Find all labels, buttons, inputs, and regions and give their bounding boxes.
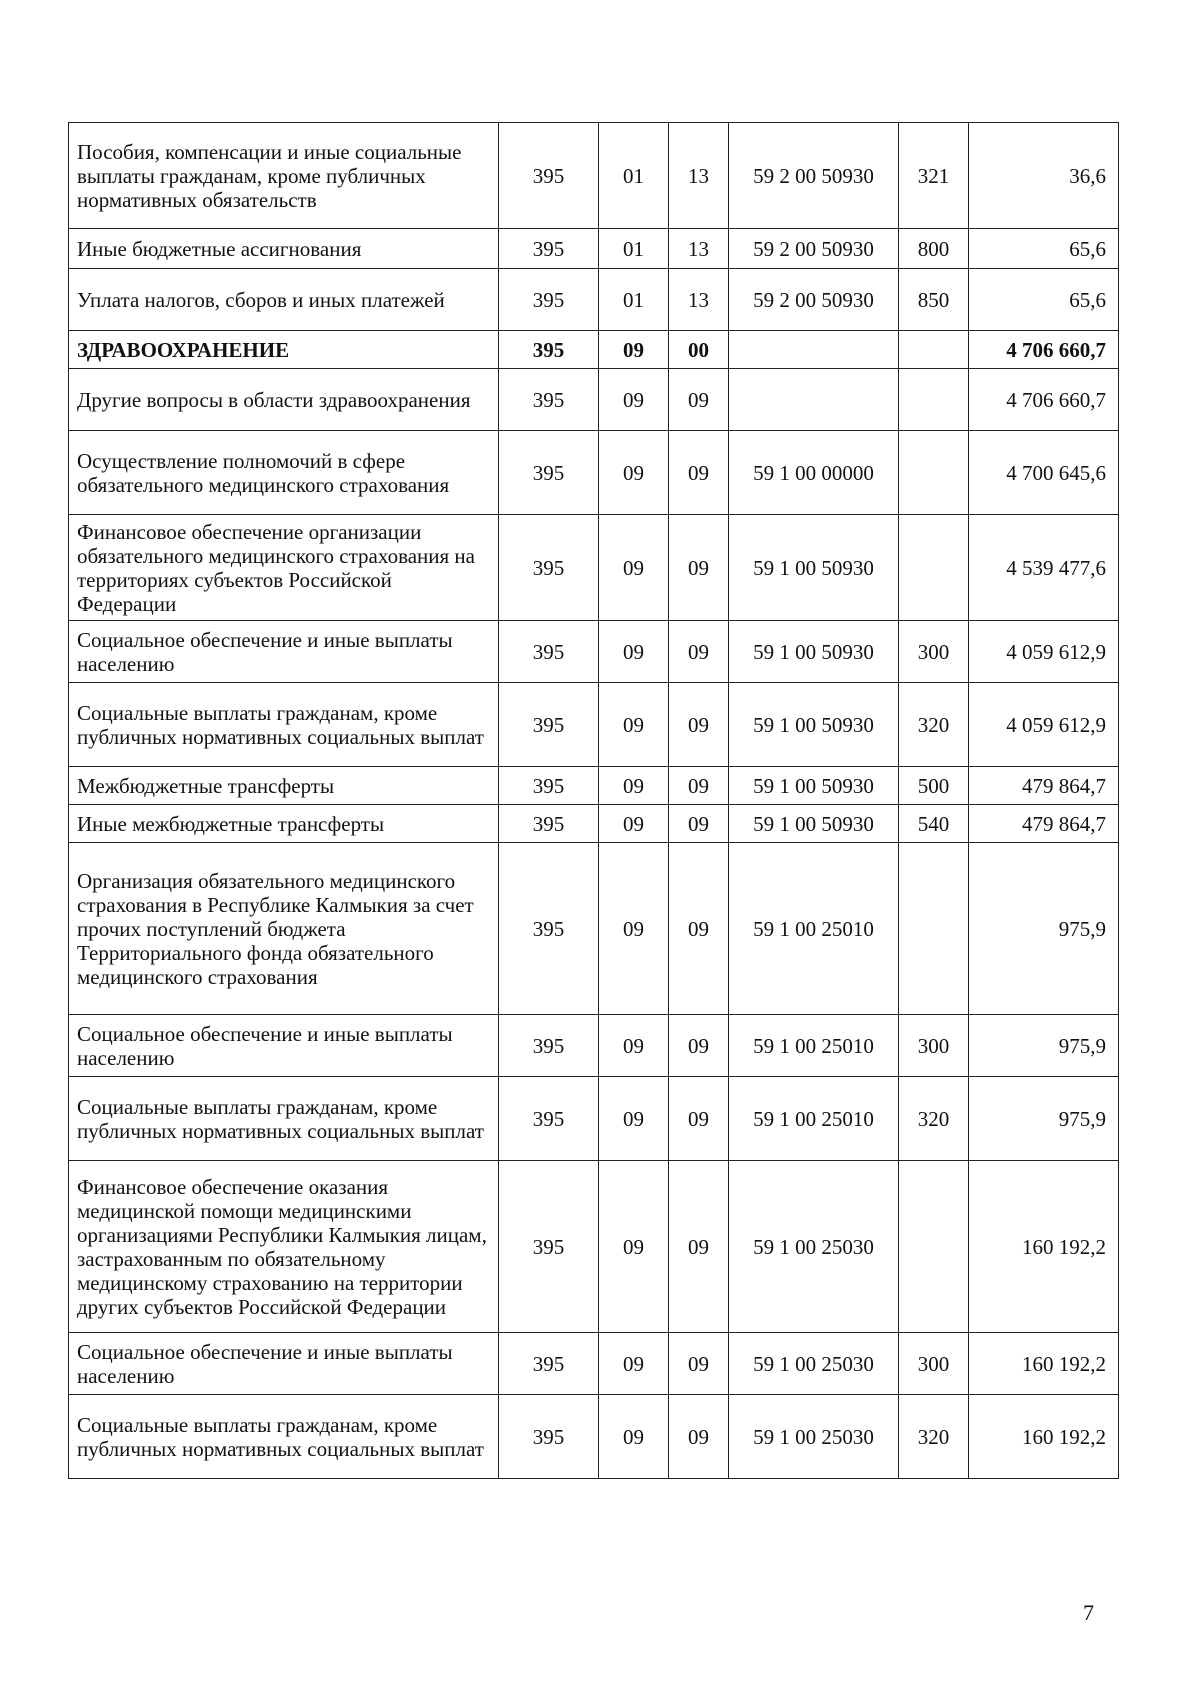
row-section-cell: 01 [599, 123, 669, 229]
row-section-cell: 09 [599, 805, 669, 843]
row-section-cell: 09 [599, 1333, 669, 1395]
row-grbs-cell: 395 [499, 331, 599, 369]
row-expense-type-cell: 320 [899, 1077, 969, 1161]
row-subsection-cell: 09 [669, 515, 729, 621]
row-section-cell: 09 [599, 683, 669, 767]
row-target-article-cell: 59 1 00 25030 [729, 1161, 899, 1333]
row-expense-type-cell: 300 [899, 621, 969, 683]
row-subsection-cell: 13 [669, 269, 729, 331]
row-grbs-cell: 395 [499, 269, 599, 331]
row-subsection-cell: 09 [669, 843, 729, 1015]
row-target-article-cell: 59 1 00 25030 [729, 1395, 899, 1479]
page-number: 7 [1083, 1600, 1094, 1625]
row-grbs-cell: 395 [499, 843, 599, 1015]
row-expense-type-cell: 800 [899, 229, 969, 269]
row-target-article-cell: 59 1 00 00000 [729, 431, 899, 515]
row-expense-type-cell: 300 [899, 1333, 969, 1395]
row-expense-type-cell [899, 843, 969, 1015]
row-section-cell: 09 [599, 1395, 669, 1479]
row-section-cell: 09 [599, 843, 669, 1015]
row-amount-cell: 479 864,7 [969, 767, 1119, 805]
row-grbs-cell: 395 [499, 123, 599, 229]
row-subsection-cell: 09 [669, 1161, 729, 1333]
row-grbs-cell: 395 [499, 229, 599, 269]
row-expense-type-cell: 500 [899, 767, 969, 805]
row-section-cell: 09 [599, 621, 669, 683]
row-name-cell: Осуществление полномочий в сфере обязательного медицинского страхования [69, 431, 499, 515]
row-subsection-cell: 09 [669, 1015, 729, 1077]
row-expense-type-cell [899, 1161, 969, 1333]
table-row [69, 431, 1119, 515]
row-expense-type-cell [899, 431, 969, 515]
row-name-cell: Пособия, компенсации и иные социальные выплаты гражданам, кроме публичных нормативных обязательств [69, 123, 499, 229]
row-subsection-cell: 09 [669, 1395, 729, 1479]
row-target-article-cell: 59 1 00 50930 [729, 805, 899, 843]
row-subsection-cell: 09 [669, 431, 729, 515]
row-name-cell: Другие вопросы в области здравоохранения [69, 369, 499, 431]
table-row [69, 1333, 1119, 1395]
row-expense-type-cell: 300 [899, 1015, 969, 1077]
row-subsection-cell: 09 [669, 805, 729, 843]
row-name-cell: Социальное обеспечение и иные выплаты населению [69, 621, 499, 683]
row-section-cell: 09 [599, 431, 669, 515]
row-amount-cell: 65,6 [969, 229, 1119, 269]
row-target-article-cell: 59 2 00 50930 [729, 269, 899, 331]
row-grbs-cell: 395 [499, 621, 599, 683]
row-amount-cell: 4 059 612,9 [969, 621, 1119, 683]
row-section-cell: 09 [599, 369, 669, 431]
row-target-article-cell: 59 1 00 25010 [729, 843, 899, 1015]
row-name-cell: Иные межбюджетные трансферты [69, 805, 499, 843]
row-target-article-cell: 59 2 00 50930 [729, 123, 899, 229]
row-name-cell: Социальные выплаты гражданам, кроме публичных нормативных социальных выплат [69, 1077, 499, 1161]
row-section-cell: 09 [599, 1015, 669, 1077]
table-row [69, 229, 1119, 269]
row-grbs-cell: 395 [499, 1333, 599, 1395]
row-expense-type-cell: 321 [899, 123, 969, 229]
row-amount-cell: 4 539 477,6 [969, 515, 1119, 621]
row-section-cell: 09 [599, 1161, 669, 1333]
row-amount-cell: 4 706 660,7 [969, 331, 1119, 369]
row-grbs-cell: 395 [499, 767, 599, 805]
table-row [69, 683, 1119, 767]
row-amount-cell: 479 864,7 [969, 805, 1119, 843]
table-row [69, 369, 1119, 431]
row-subsection-cell: 13 [669, 123, 729, 229]
row-expense-type-cell [899, 515, 969, 621]
row-section-cell: 09 [599, 1077, 669, 1161]
row-name-cell: Социальное обеспечение и иные выплаты населению [69, 1015, 499, 1077]
row-name-cell: Социальные выплаты гражданам, кроме публичных нормативных социальных выплат [69, 683, 499, 767]
row-section-cell: 09 [599, 515, 669, 621]
row-expense-type-cell [899, 331, 969, 369]
row-grbs-cell: 395 [499, 431, 599, 515]
table-row [69, 1015, 1119, 1077]
row-target-article-cell: 59 1 00 50930 [729, 515, 899, 621]
row-section-cell: 01 [599, 229, 669, 269]
table-row [69, 269, 1119, 331]
table-row [69, 1395, 1119, 1479]
row-name-cell: Уплата налогов, сборов и иных платежей [69, 269, 499, 331]
row-target-article-cell [729, 369, 899, 431]
table-row [69, 123, 1119, 229]
row-grbs-cell: 395 [499, 515, 599, 621]
row-expense-type-cell: 850 [899, 269, 969, 331]
row-section-cell: 01 [599, 269, 669, 331]
row-target-article-cell: 59 1 00 50930 [729, 767, 899, 805]
row-amount-cell: 975,9 [969, 843, 1119, 1015]
row-name-cell: Социальное обеспечение и иные выплаты населению [69, 1333, 499, 1395]
row-grbs-cell: 395 [499, 1395, 599, 1479]
table-row [69, 515, 1119, 621]
row-target-article-cell: 59 1 00 25030 [729, 1333, 899, 1395]
table-row [69, 1077, 1119, 1161]
row-amount-cell: 65,6 [969, 269, 1119, 331]
row-grbs-cell: 395 [499, 805, 599, 843]
row-amount-cell: 160 192,2 [969, 1333, 1119, 1395]
row-target-article-cell: 59 1 00 25010 [729, 1015, 899, 1077]
row-expense-type-cell: 320 [899, 683, 969, 767]
row-subsection-cell: 09 [669, 683, 729, 767]
row-name-cell: Финансовое обеспечение оказания медицинской помощи медицинскими организациями Республики Калмыкия лицам, застрахованным по обязательному медицинскому страхованию на территории других субъектов Российской Федерации [69, 1161, 499, 1333]
row-target-article-cell [729, 331, 899, 369]
row-expense-type-cell [899, 369, 969, 431]
row-name-cell: Финансовое обеспечение организации обязательного медицинского страхования на территориях субъектов Российской Федерации [69, 515, 499, 621]
row-name-cell: Социальные выплаты гражданам, кроме публичных нормативных социальных выплат [69, 1395, 499, 1479]
row-amount-cell: 160 192,2 [969, 1161, 1119, 1333]
row-amount-cell: 36,6 [969, 123, 1119, 229]
table-row [69, 1161, 1119, 1333]
row-amount-cell: 4 700 645,6 [969, 431, 1119, 515]
row-expense-type-cell: 540 [899, 805, 969, 843]
row-amount-cell: 4 059 612,9 [969, 683, 1119, 767]
budget-table [68, 122, 1119, 1479]
row-subsection-cell: 09 [669, 1333, 729, 1395]
row-name-cell: ЗДРАВООХРАНЕНИЕ [69, 331, 499, 369]
row-section-cell: 09 [599, 331, 669, 369]
row-name-cell: Межбюджетные трансферты [69, 767, 499, 805]
row-target-article-cell: 59 2 00 50930 [729, 229, 899, 269]
row-subsection-cell: 09 [669, 1077, 729, 1161]
table-row [69, 331, 1119, 369]
row-subsection-cell: 09 [669, 369, 729, 431]
row-target-article-cell: 59 1 00 50930 [729, 621, 899, 683]
row-subsection-cell: 09 [669, 767, 729, 805]
table-row [69, 621, 1119, 683]
row-grbs-cell: 395 [499, 683, 599, 767]
row-section-cell: 09 [599, 767, 669, 805]
row-target-article-cell: 59 1 00 50930 [729, 683, 899, 767]
table-body [69, 123, 1119, 1479]
row-subsection-cell: 13 [669, 229, 729, 269]
row-grbs-cell: 395 [499, 369, 599, 431]
row-expense-type-cell: 320 [899, 1395, 969, 1479]
row-grbs-cell: 395 [499, 1161, 599, 1333]
table-row [69, 805, 1119, 843]
row-amount-cell: 160 192,2 [969, 1395, 1119, 1479]
row-target-article-cell: 59 1 00 25010 [729, 1077, 899, 1161]
row-subsection-cell: 09 [669, 621, 729, 683]
row-amount-cell: 4 706 660,7 [969, 369, 1119, 431]
row-name-cell: Иные бюджетные ассигнования [69, 229, 499, 269]
row-name-cell: Организация обязательного медицинского страхования в Республике Калмыкия за счет прочих поступлений бюджета Территориального фонда обязательного медицинского страхования [69, 843, 499, 1015]
row-amount-cell: 975,9 [969, 1077, 1119, 1161]
row-grbs-cell: 395 [499, 1015, 599, 1077]
row-subsection-cell: 00 [669, 331, 729, 369]
row-amount-cell: 975,9 [969, 1015, 1119, 1077]
table-row [69, 843, 1119, 1015]
table-row [69, 767, 1119, 805]
row-grbs-cell: 395 [499, 1077, 599, 1161]
